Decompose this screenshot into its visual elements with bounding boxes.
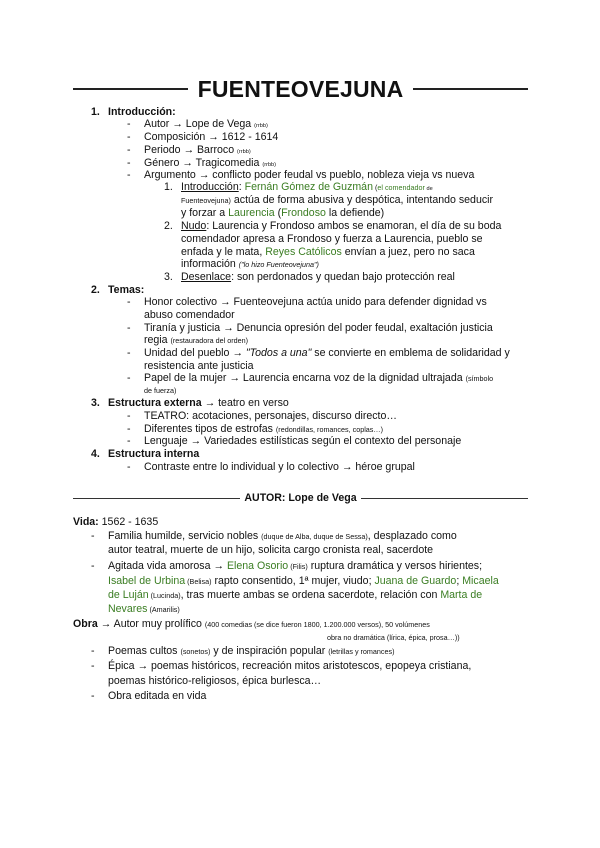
list-item-cont [144, 334, 248, 348]
list-item [108, 645, 395, 659]
item-note: (símbolo [465, 374, 494, 383]
item-text: , desplazado como [367, 530, 457, 542]
item-text: regia [144, 334, 171, 346]
bullet: - [91, 530, 95, 542]
sub-label: Introducción [181, 181, 239, 193]
section-number: 1. [91, 106, 100, 118]
bullet: - [127, 372, 131, 384]
bullet: - [91, 560, 95, 572]
list-item: Argumento → conflicto poder feudal vs pueblo, nobleza vieja vs nueva [144, 169, 475, 181]
sub-number: 2. [164, 220, 173, 232]
section-number: 3. [91, 397, 100, 409]
bullet: - [127, 144, 131, 156]
character-name: Frondoso [281, 207, 326, 219]
list-item-cont [108, 603, 180, 617]
list-item-cont: poemas histórico-religiosos, épica burlesca… [108, 675, 322, 687]
title-rule-left [73, 88, 188, 90]
item-text: Unidad del pueblo → [144, 347, 246, 359]
item-quote: "Todos a una" [245, 347, 312, 359]
sub-text: enfada y le mata, [181, 246, 266, 258]
bullet: - [127, 157, 131, 169]
section-heading-interna: Estructura interna [108, 448, 200, 460]
obra-text: → Autor muy prolífico [97, 618, 205, 630]
list-item: TEATRO: acotaciones, personajes, discurso directo… [144, 410, 397, 422]
list-item-cont: de fuerza) [144, 386, 177, 395]
list-item [108, 560, 482, 574]
sub-number: 1. [164, 181, 173, 193]
sub-item-desenlace [181, 271, 455, 284]
section-number: 2. [91, 284, 100, 296]
item-text: Periodo → Barroco [144, 144, 238, 156]
person-name: Elena Osorio [226, 560, 289, 572]
list-item: Obra editada en vida [108, 690, 207, 702]
bullet: - [127, 169, 131, 181]
item-note: (rrbb) [254, 123, 268, 129]
list-item: Lenguaje → Variedades estilísticas según el contexto del personaje [144, 435, 462, 447]
item-text: Diferentes tipos de estrofas [144, 423, 276, 435]
list-item-cont: resistencia ante justicia [144, 360, 254, 372]
bullet: - [127, 347, 131, 359]
vida-value: 1562 - 1635 [98, 516, 159, 528]
sub-item-line [181, 258, 319, 272]
bullet: - [127, 322, 131, 334]
list-item: Contraste entre lo individual y lo colectivo → héroe grupal [144, 461, 415, 473]
item-text: ; [456, 575, 463, 587]
title-row [73, 72, 528, 106]
item-text: Autor → Lope de Vega [144, 118, 255, 130]
item-text: Papel de la mujer → Laurencia encarna voz de la dignidad ultrajada [144, 372, 466, 384]
obra-note-cont: obra no dramática (lírica, épica, prosa…)) [327, 633, 460, 642]
item-note: (restauradora del orden) [170, 336, 249, 345]
sub-note: de [424, 186, 433, 192]
list-item-cont: abuso comendador [144, 309, 235, 321]
sub-item-line [181, 194, 493, 208]
item-text: Género → Tragicomedia [144, 157, 263, 169]
section-heading-intro: Introducción: [108, 106, 176, 118]
autor-heading: AUTOR: Lope de Vega [244, 492, 357, 504]
section-heading-temas: Temas: [108, 284, 145, 296]
list-item [144, 372, 493, 386]
list-item-cont [108, 589, 482, 603]
separator-rule-right [361, 498, 528, 499]
item-note: (duque de Alba, duque de Sessa) [261, 532, 368, 541]
list-item [144, 347, 510, 360]
separator-rule-left [73, 498, 240, 499]
item-note: (sonetos) [180, 647, 211, 656]
list-item [108, 530, 457, 544]
item-text: ruptura dramática y versos hirientes; [307, 560, 483, 572]
sub-label: Nudo [181, 220, 207, 232]
sub-text: : son perdonados y quedan bajo protección real [231, 271, 455, 283]
item-text: Familia humilde, servicio nobles [108, 530, 262, 542]
person-name: Isabel de Urbina [108, 575, 186, 587]
bullet: - [127, 118, 131, 130]
sub-text: : Laurencia y Frondoso ambos se enamoran, el día de su boda [206, 220, 502, 232]
list-item-cont [108, 575, 499, 589]
sub-text: y forzar a [181, 207, 229, 219]
sub-item-nudo [181, 220, 501, 233]
section-number: 4. [91, 448, 100, 460]
section-heading-externa [108, 397, 289, 410]
bullet: - [127, 296, 131, 308]
bullet: - [91, 645, 95, 657]
sub-item-line: comendador apresa a Frondoso y fuerza a Laurencia, pueblo se [181, 233, 483, 245]
obra-note: (400 comedias (se dice fueron 1800, 1.200.000 versos), 50 volúmenes [204, 620, 430, 629]
bullet: - [127, 410, 131, 422]
item-note: (letrillas y romances) [328, 647, 395, 656]
sub-text: ( [372, 183, 378, 192]
item-text: y de inspiración popular [210, 645, 329, 657]
sub-number: 3. [164, 271, 173, 283]
obra-line [73, 618, 430, 632]
list-item-cont: autor teatral, muerte de un hijo, solicita cargo cronista real, sacerdote [108, 544, 434, 556]
sub-item-line [181, 246, 475, 259]
obra-label: Obra [73, 618, 98, 630]
person-name: Marta de [440, 589, 483, 601]
item-note: (rrbb) [237, 149, 251, 155]
list-item: Tiranía y justicia → Denuncia opresión del poder feudal, exaltación justicia [144, 322, 493, 334]
sub-text: ( [274, 207, 282, 219]
item-text: rapto consentido, 1ª mujer, viudo; [211, 575, 375, 587]
item-note: (Belisa) [185, 577, 212, 586]
page-title: FUENTEOVEJUNA [197, 75, 404, 102]
bullet: - [127, 461, 131, 473]
list-item: Composición → 1612 - 1614 [144, 131, 279, 143]
item-note: (redondillas, romances, coplas…) [275, 425, 383, 434]
item-note: (rrbb) [262, 162, 277, 168]
item-text: Agitada vida amorosa → [108, 560, 227, 572]
person-name: de Luján [108, 589, 149, 601]
sub-text: envían a juez, pero no saca [341, 246, 475, 258]
list-item: Honor colectivo → Fuenteovejuna actúa unido para defender dignidad vs [144, 296, 487, 308]
sub-item-line [181, 207, 384, 220]
vida-line [73, 516, 158, 529]
item-note: (Lucinda) [148, 591, 181, 600]
sub-note: ("lo hizo Fuenteovejuna") [238, 260, 319, 269]
item-note: (Filis) [288, 562, 308, 571]
bullet: - [91, 690, 95, 702]
vida-label: Vida: [73, 516, 99, 528]
heading-text: Estructura externa [108, 397, 202, 409]
sub-note: Fuenteovejuna) [181, 196, 231, 205]
bullet: - [127, 423, 131, 435]
sub-text: la defiende) [325, 207, 385, 219]
title-rule-right [413, 88, 528, 90]
bullet: - [127, 435, 131, 447]
autor-separator [73, 491, 528, 505]
person-name: Juana de Guardo [374, 575, 457, 587]
list-item: Épica → poemas históricos, recreación mitos aristotescos, epopeya cristiana, [108, 660, 472, 672]
character-note: el comendador [377, 183, 425, 192]
sub-label: Desenlace [181, 271, 232, 283]
item-text: Poemas cultos [108, 645, 181, 657]
character-name: Fernán Gómez de Guzmán [244, 181, 373, 193]
character-name: Laurencia [228, 207, 275, 219]
character-name: Reyes Católicos [265, 246, 342, 258]
item-note: (Amarilis) [147, 605, 180, 614]
item-text: , tras muerte ambas se ordena sacerdote, relación con [180, 589, 441, 601]
person-name: Nevares [108, 603, 148, 615]
sub-text: : [238, 181, 245, 193]
heading-rest: → teatro en verso [201, 397, 289, 409]
bullet: - [91, 660, 95, 672]
bullet: - [127, 131, 131, 143]
sub-text: actúa de forma abusiva y despótica, intentando seducir [230, 194, 494, 206]
person-name: Micaela [462, 575, 499, 587]
sub-text: información [181, 258, 239, 270]
item-text: se convierte en emblema de solidaridad y [311, 347, 510, 359]
